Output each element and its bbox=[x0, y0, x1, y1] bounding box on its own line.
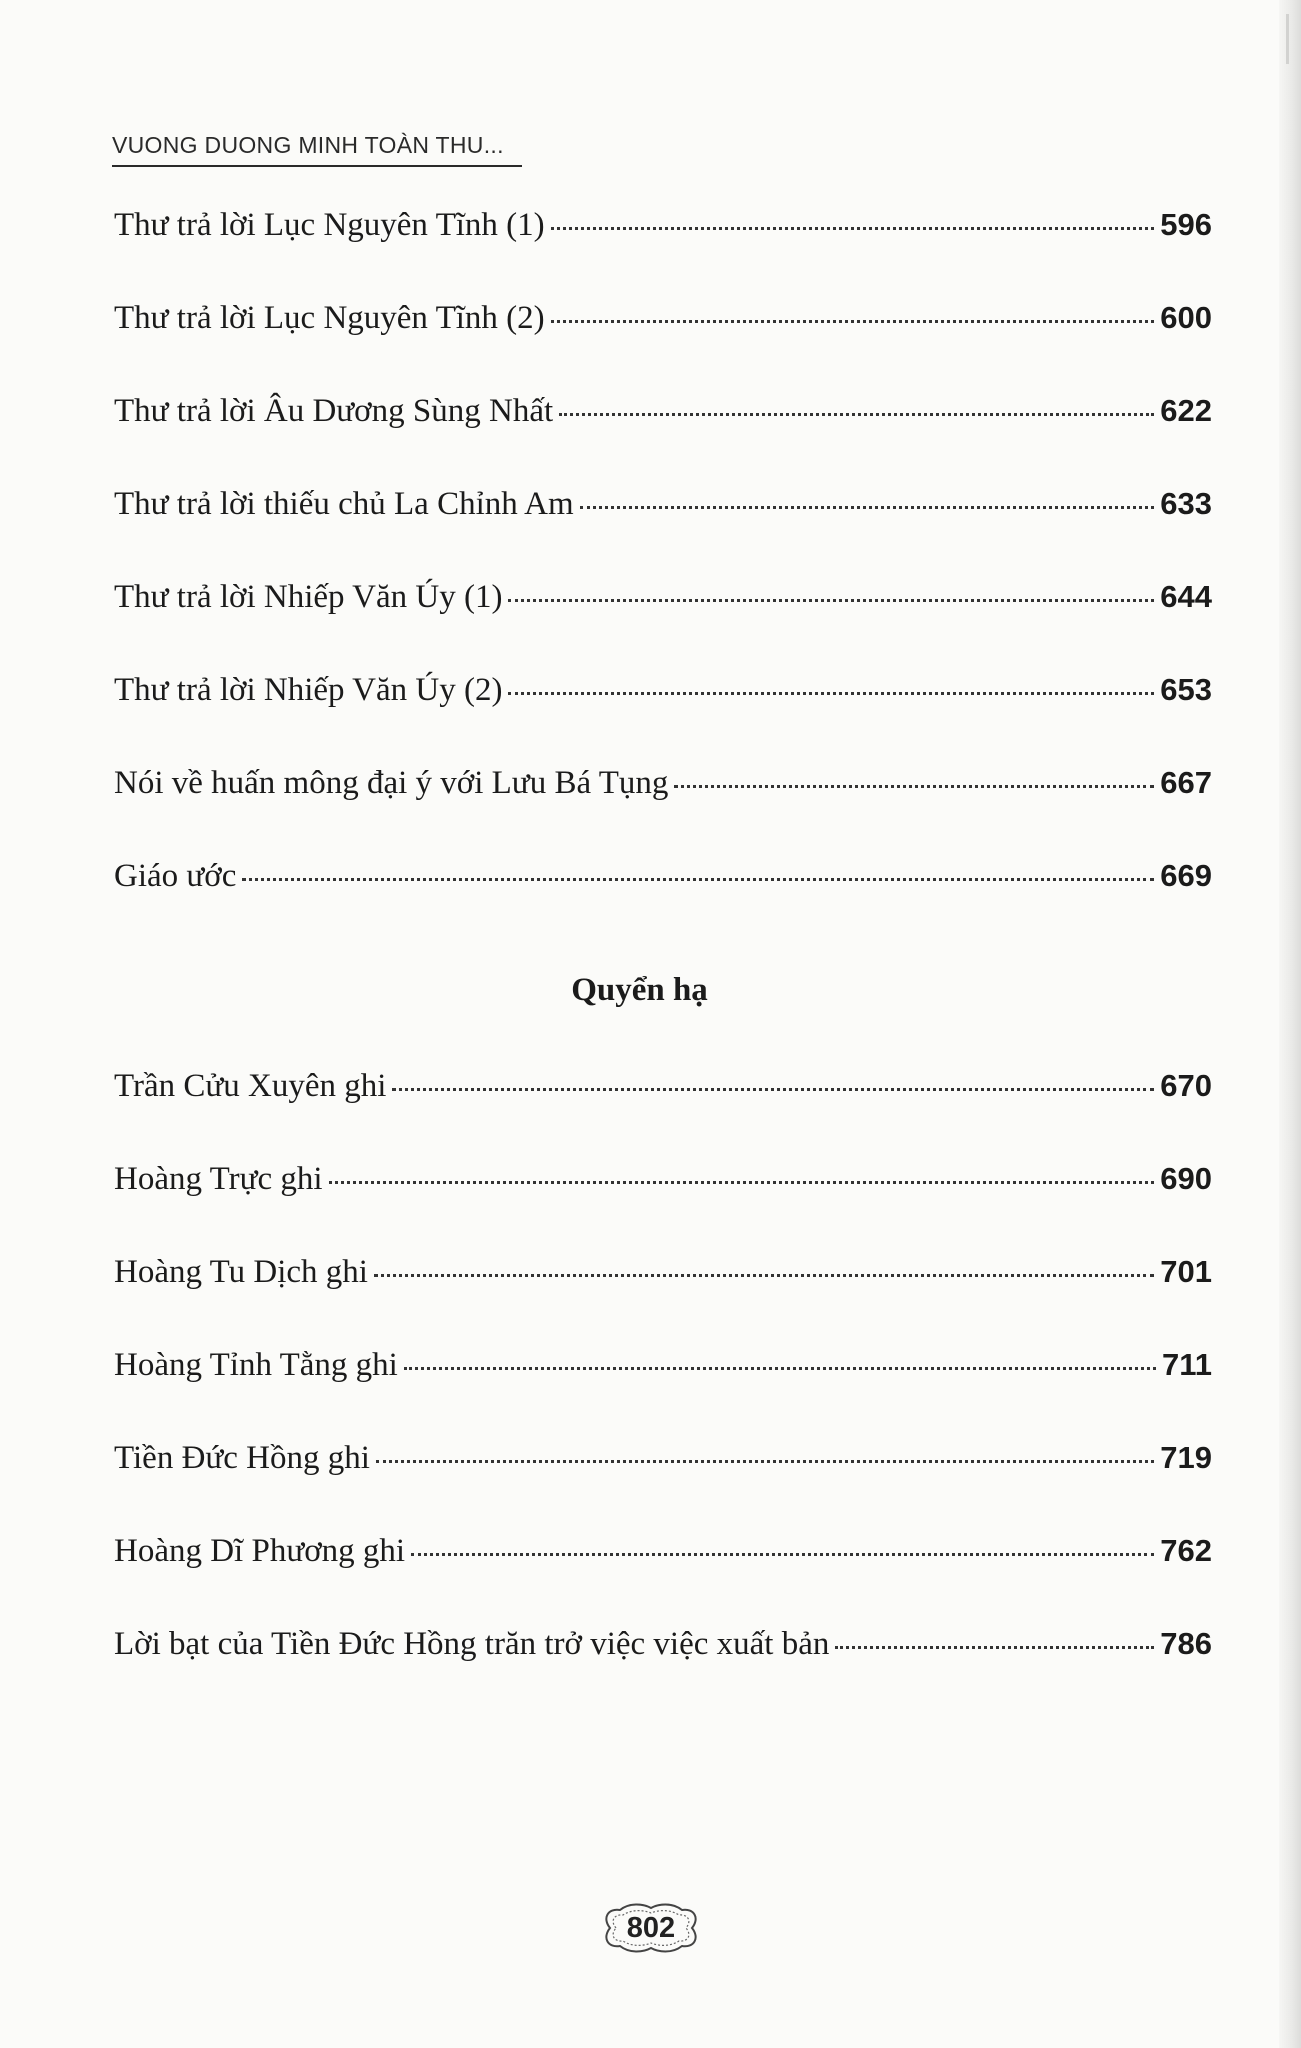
dot-leader bbox=[551, 227, 1155, 230]
page-edge-mark bbox=[1286, 14, 1289, 64]
toc-entry bbox=[114, 579, 1212, 623]
dot-leader bbox=[674, 785, 1154, 788]
toc-entry bbox=[114, 300, 1212, 344]
toc-entry-page: 719 bbox=[1160, 1440, 1212, 1475]
toc-entry bbox=[114, 1068, 1212, 1112]
dot-leader bbox=[580, 506, 1155, 509]
toc-entry-page: 670 bbox=[1160, 1068, 1212, 1103]
toc-entry bbox=[114, 1347, 1212, 1391]
dot-leader bbox=[551, 320, 1155, 323]
toc-entry-page: 690 bbox=[1160, 1161, 1212, 1196]
toc-entry bbox=[114, 1254, 1212, 1298]
dot-leader bbox=[242, 878, 1154, 881]
page-number-ornament bbox=[596, 1900, 706, 1956]
toc-entry-title: Thư trả lời Lục Nguyên Tĩnh (2) bbox=[114, 300, 545, 336]
dot-leader bbox=[508, 692, 1154, 695]
running-header: VUONG DUONG MINH TOÀN THU... bbox=[112, 132, 504, 158]
dot-leader bbox=[329, 1181, 1155, 1184]
dot-leader bbox=[835, 1646, 1154, 1649]
toc-entry bbox=[114, 1440, 1212, 1484]
dot-leader bbox=[508, 599, 1154, 602]
toc-entry-title: Giáo ước bbox=[114, 858, 237, 894]
dot-leader bbox=[559, 413, 1154, 416]
toc-entry-page: 653 bbox=[1160, 672, 1212, 707]
toc-entry-page: 786 bbox=[1160, 1626, 1212, 1661]
toc-entry bbox=[114, 672, 1212, 716]
toc-entry-page: 762 bbox=[1160, 1533, 1212, 1568]
toc-entry bbox=[114, 1161, 1212, 1205]
toc-entry-title: Thư trả lời Âu Dương Sùng Nhất bbox=[114, 393, 554, 429]
toc-entry-page: 622 bbox=[1160, 393, 1212, 428]
dot-leader bbox=[376, 1460, 1154, 1463]
toc-entry-page: 600 bbox=[1160, 300, 1212, 335]
dot-leader bbox=[374, 1274, 1154, 1277]
toc-entry-title: Hoàng Tỉnh Tằng ghi bbox=[114, 1347, 398, 1383]
toc-entry bbox=[114, 393, 1212, 437]
toc-entry-title: Thư trả lời Nhiếp Văn Úy (1) bbox=[114, 579, 503, 615]
dot-leader bbox=[392, 1088, 1154, 1091]
toc-entry-page: 644 bbox=[1160, 579, 1212, 614]
section-heading: Quyển hạ bbox=[571, 972, 708, 1008]
toc-entry-title: Tiền Đức Hồng ghi bbox=[114, 1440, 370, 1476]
toc-entry-title: Nói về huấn mông đại ý với Lưu Bá Tụng bbox=[114, 765, 669, 801]
dot-leader bbox=[404, 1367, 1156, 1370]
toc-entry-page: 669 bbox=[1160, 858, 1212, 893]
toc-entry-title: Trần Cửu Xuyên ghi bbox=[114, 1068, 387, 1104]
page-number: 802 bbox=[626, 1911, 676, 1944]
toc-entry-title: Thư trả lời Lục Nguyên Tĩnh (1) bbox=[114, 207, 545, 243]
toc-entry-title: Hoàng Tu Dịch ghi bbox=[114, 1254, 368, 1290]
toc-entry-title: Thư trả lời Nhiếp Văn Úy (2) bbox=[114, 672, 503, 708]
toc-entry-title: Hoàng Dĩ Phương ghi bbox=[114, 1533, 406, 1569]
toc-entry bbox=[114, 207, 1212, 251]
toc-entry bbox=[114, 765, 1212, 809]
toc-entry bbox=[114, 858, 1212, 902]
toc-entry-page: 596 bbox=[1160, 207, 1212, 242]
toc-entry-title: Lời bạt của Tiền Đức Hồng trăn trở việc việc xuất bản bbox=[114, 1626, 830, 1662]
toc-entry bbox=[114, 1626, 1212, 1670]
dot-leader bbox=[411, 1553, 1154, 1556]
toc-entry-page: 667 bbox=[1160, 765, 1212, 800]
toc-entry-page: 633 bbox=[1160, 486, 1212, 521]
toc-entry-page: 711 bbox=[1161, 1347, 1212, 1382]
header-rule bbox=[112, 165, 522, 167]
page-edge-shadow bbox=[1279, 0, 1301, 2048]
toc-entry-title: Hoàng Trực ghi bbox=[114, 1161, 323, 1197]
toc-entry bbox=[114, 486, 1212, 530]
toc-entry-page: 701 bbox=[1160, 1254, 1212, 1289]
toc-entry bbox=[114, 1533, 1212, 1577]
toc-entry-title: Thư trả lời thiếu chủ La Chỉnh Am bbox=[114, 486, 574, 522]
